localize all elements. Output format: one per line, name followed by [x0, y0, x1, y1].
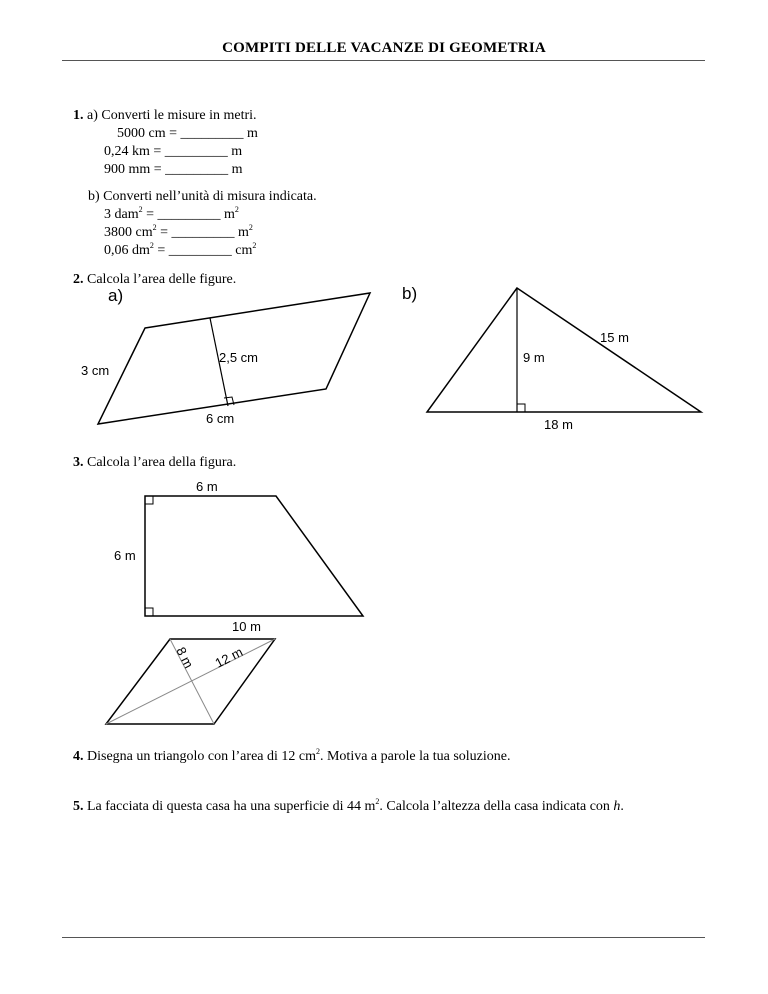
- trapezoid-bottom-label: 10 m: [232, 619, 261, 634]
- rhombus-long-diag-label: 12 m: [212, 644, 246, 671]
- rhombus-short-diag-label: 8 m: [173, 644, 197, 671]
- q1b-line-3: 0,06 $dm^2$ = _________ $cm^2$: [104, 241, 257, 258]
- trapezoid-right-angle-bottom: [145, 608, 153, 616]
- q1b-line-1: 3 dam$^2$ = _________ $m^2$: [104, 205, 239, 222]
- triangle-shape: [427, 288, 701, 412]
- q5-text: 5. La facciata di questa casa ha una superficie di 44 $m^2$. Calcola l’altezza della casa indicata con h.: [73, 797, 624, 814]
- q1a-line-2: 0,24 km = _________ m: [104, 144, 243, 159]
- fig-a-side-label: 3 cm: [81, 363, 110, 378]
- q2-number: 2.: [73, 272, 84, 287]
- fig-a-height-label: 2,5 cm: [219, 350, 259, 365]
- trapezoid-top-label: 6 m: [196, 479, 218, 494]
- q3-instruction: Calcola l’area della figura.: [87, 455, 237, 470]
- q5-number: 5.: [73, 799, 84, 814]
- q1a-line-3: 900 mm = _________ m: [104, 162, 243, 177]
- fig-b-height-label: 9 m: [523, 350, 545, 365]
- q1a-line-1: 5000 cm = _________ m: [117, 126, 258, 141]
- q1b-instruction: Converti nell’unità di misura indicata.: [103, 189, 317, 204]
- triangle-right-angle: [517, 404, 525, 412]
- fig-b-label: b): [402, 284, 418, 303]
- q3-number: 3.: [73, 455, 84, 470]
- page-title: COMPITI DELLE VACANZE DI GEOMETRIA: [222, 40, 546, 56]
- fig-a-label: a): [108, 286, 124, 305]
- trapezoid-left-label: 6 m: [114, 548, 136, 563]
- fig-b-base-label: 18 m: [544, 417, 573, 432]
- q1b-label: b): [88, 189, 100, 204]
- trapezoid-shape: [145, 496, 363, 616]
- fig-a-base-label: 6 cm: [206, 411, 235, 426]
- q1-number: 1.: [73, 108, 84, 123]
- fig-b-side-label: 15 m: [600, 330, 629, 345]
- trapezoid-right-angle-top: [145, 496, 153, 504]
- q4-number: 4.: [73, 749, 84, 764]
- q4-text: 4. Disegna un triangolo con l’area di 12 $cm^2$. Motiva a parole la tua soluzione.: [73, 747, 511, 764]
- q2-instruction: Calcola l’area delle figure.: [87, 272, 237, 287]
- q1a-instruction: Converti le misure in metri.: [101, 108, 257, 123]
- q1b-line-2: 3800 $cm^2$ = _________ $m^2$: [104, 223, 253, 240]
- q1a-label: a): [87, 108, 98, 123]
